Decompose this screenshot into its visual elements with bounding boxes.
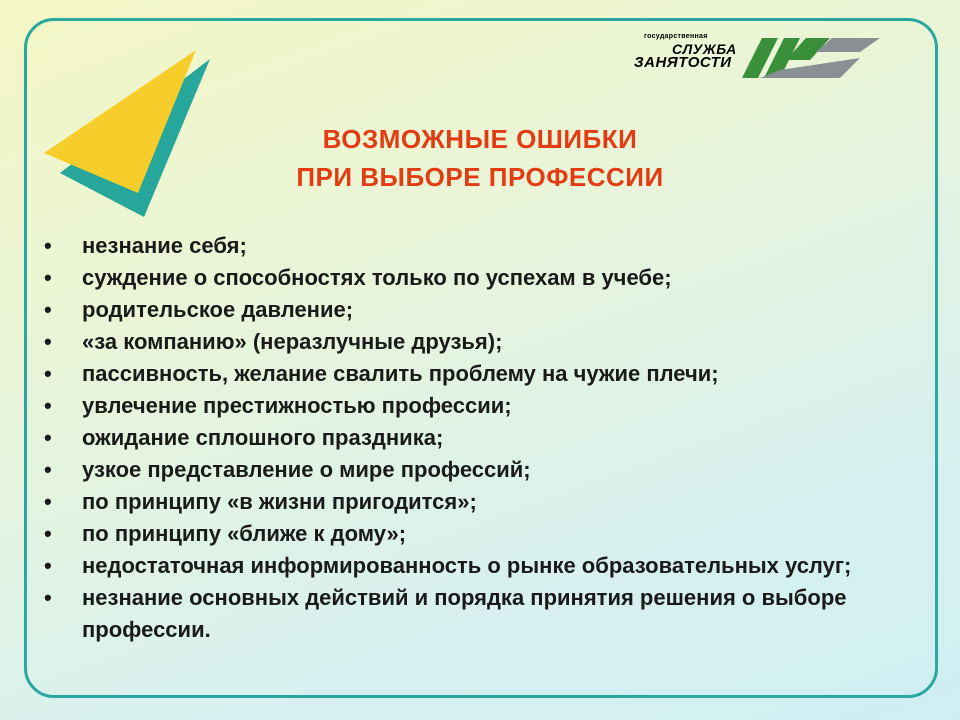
slide-title (180, 120, 780, 196)
title-line-2: ПРИ ВЫБОРЕ ПРОФЕССИИ (296, 162, 664, 192)
logo-line-3: ЗАНЯТОСТИ (634, 54, 732, 71)
list-item (42, 582, 922, 646)
list-item-text: «за компанию» (неразлучные друзья); (82, 329, 503, 354)
list-item-text: незнание себя; (82, 233, 247, 258)
employment-service-logo (634, 32, 884, 82)
list-item-text: по принципу «в жизни пригодится»; (82, 489, 477, 514)
bullet-mark: • (44, 489, 52, 514)
list-item-text: суждение о способностях только по успехам в учебе; (82, 265, 672, 290)
list-item (42, 358, 922, 390)
list-item (42, 390, 922, 422)
list-item-text: узкое представление о мире профессий; (82, 457, 531, 482)
list-item-text: по принципу «ближе к дому»; (82, 521, 407, 546)
bullet-mark: • (44, 233, 52, 258)
logo-stripes-icon (740, 34, 880, 80)
list-item-text: пассивность, желание свалить проблему на чужие плечи; (82, 361, 719, 386)
list-item-text: ожидание сплошного праздника; (82, 425, 444, 450)
list-item (42, 454, 922, 486)
list-item (42, 486, 922, 518)
title-line-1: ВОЗМОЖНЫЕ ОШИБКИ (322, 124, 638, 154)
list-item-text: родительское давление; (82, 297, 354, 322)
bullet-mark: • (44, 521, 52, 546)
list-item (42, 550, 922, 582)
list-item (42, 422, 922, 454)
mistakes-list (42, 230, 922, 646)
bullet-mark: • (44, 457, 52, 482)
list-item (42, 230, 922, 262)
bullet-mark: • (44, 553, 52, 578)
list-item (42, 518, 922, 550)
list-item-text: недостаточная информированность о рынке образовательных услуг; (82, 553, 852, 578)
list-item (42, 262, 922, 294)
bullet-mark: • (44, 585, 52, 610)
list-item-text: незнание основных действий и порядка принятия решения о выборе профессии. (82, 585, 847, 642)
logo-line-1: государственная (644, 33, 708, 40)
bullet-mark: • (44, 265, 52, 290)
list-item-text: увлечение престижностью профессии; (82, 393, 512, 418)
bullet-mark: • (44, 361, 52, 386)
list-item (42, 326, 922, 358)
list-item (42, 294, 922, 326)
bullet-mark: • (44, 425, 52, 450)
bullet-mark: • (44, 297, 52, 322)
logo-line-2: СЛУЖБА (672, 41, 737, 57)
bullet-mark: • (44, 329, 52, 354)
bullet-mark: • (44, 393, 52, 418)
